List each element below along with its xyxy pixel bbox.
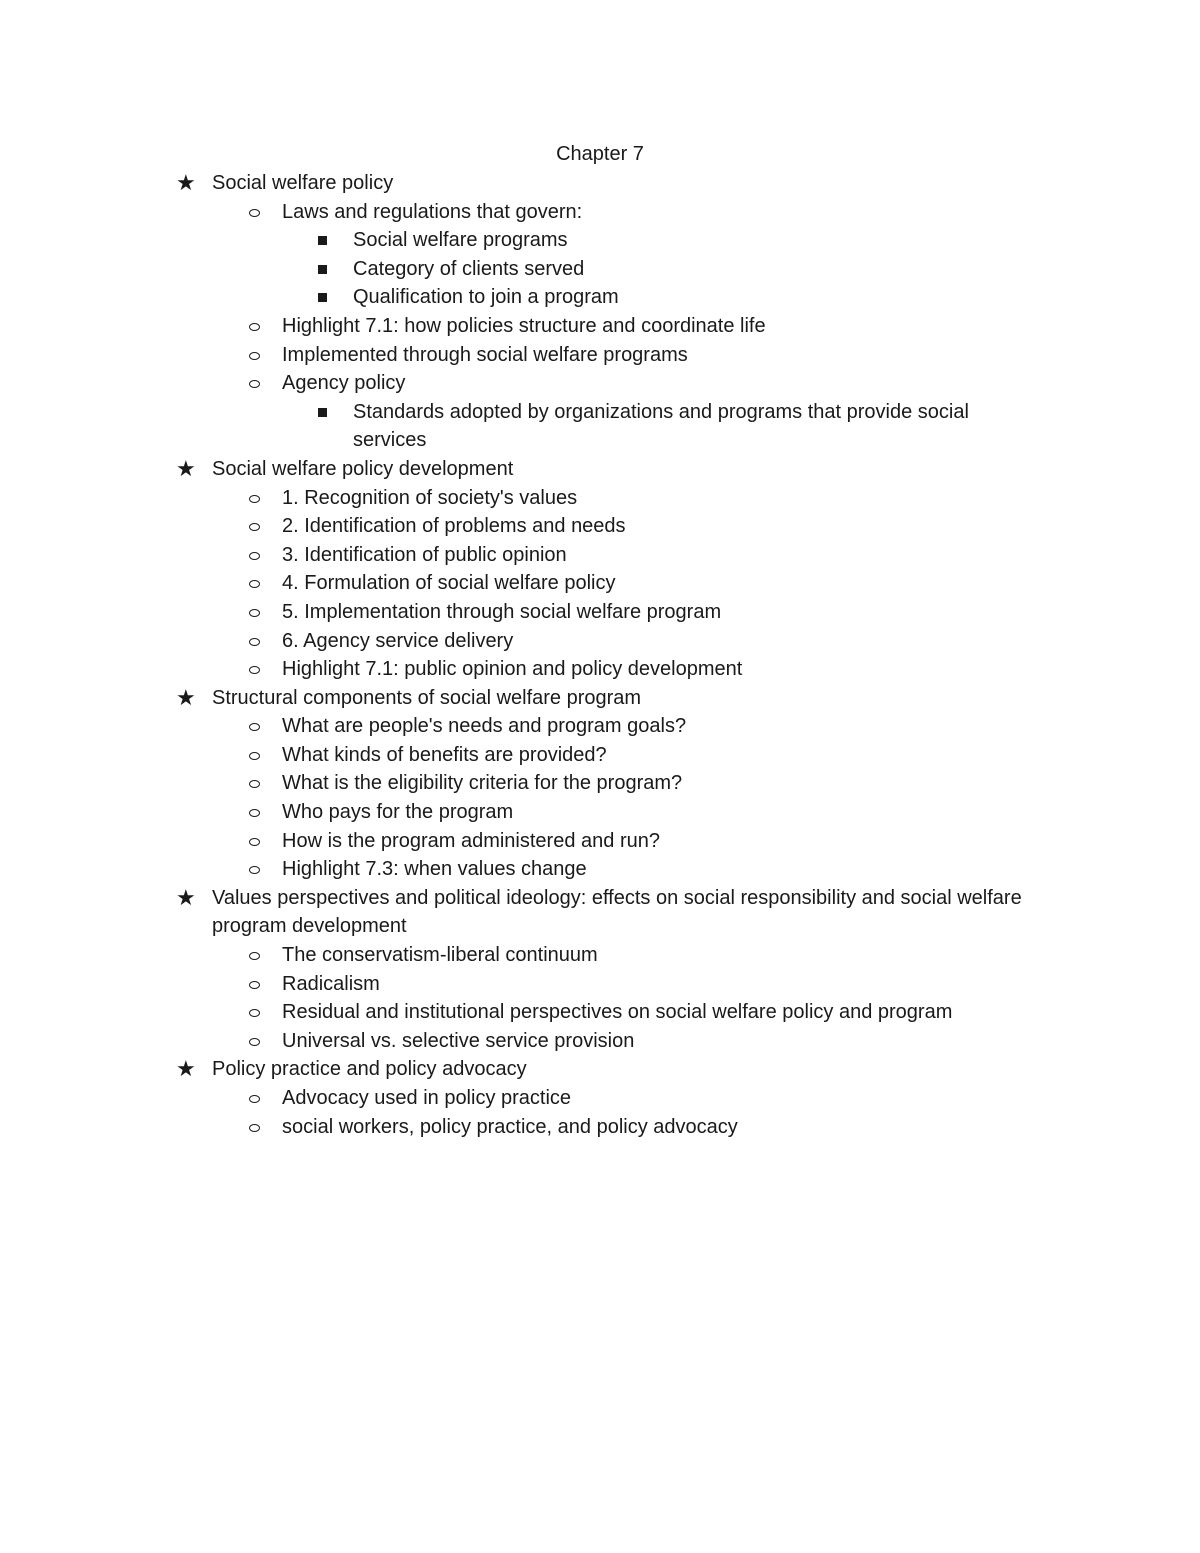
section-item bbox=[0, 1055, 1200, 1141]
list-item-text: How is the program administered and run? bbox=[282, 829, 660, 852]
list-item bbox=[0, 541, 1200, 570]
list-item-row bbox=[0, 598, 1024, 627]
nested-list bbox=[0, 226, 1200, 312]
hollow-circle-bullet-icon bbox=[249, 752, 260, 760]
nested-item bbox=[0, 398, 1200, 455]
hollow-circle-bullet-icon bbox=[249, 1095, 260, 1103]
list-item-text: 4. Formulation of social welfare policy bbox=[282, 572, 616, 595]
list-item-row bbox=[0, 998, 1024, 1027]
star-bullet-icon: ★ bbox=[176, 1056, 196, 1082]
star-bullet-icon: ★ bbox=[176, 455, 196, 481]
nested-item-row bbox=[0, 226, 1024, 255]
nested-list bbox=[0, 398, 1200, 455]
square-bullet-icon bbox=[318, 236, 327, 245]
list-item-text: 3. Identification of public opinion bbox=[282, 543, 567, 566]
list-item bbox=[0, 970, 1200, 999]
hollow-circle-bullet-icon bbox=[249, 523, 260, 531]
list-item bbox=[0, 198, 1200, 312]
nested-item-text: Standards adopted by organizations and programs that provide social services bbox=[353, 400, 969, 452]
sub-list bbox=[0, 941, 1200, 1055]
list-item bbox=[0, 312, 1200, 341]
star-bullet-icon: ★ bbox=[176, 884, 196, 910]
hollow-circle-bullet-icon bbox=[249, 1124, 260, 1132]
square-bullet-icon bbox=[318, 293, 327, 302]
section-heading: Values perspectives and political ideology: effects on social responsibility and social welfare program development bbox=[212, 886, 1022, 938]
sub-list bbox=[0, 1084, 1200, 1141]
list-item bbox=[0, 998, 1200, 1027]
list-item-text: Laws and regulations that govern: bbox=[282, 200, 583, 223]
list-item bbox=[0, 1027, 1200, 1056]
list-item-text: 2. Identification of problems and needs bbox=[282, 515, 626, 538]
section-item bbox=[0, 684, 1200, 884]
list-item-row bbox=[0, 741, 1024, 770]
nested-item-row bbox=[0, 283, 1024, 312]
hollow-circle-bullet-icon bbox=[249, 352, 260, 360]
list-item-row bbox=[0, 484, 1024, 513]
hollow-circle-bullet-icon bbox=[249, 1009, 260, 1017]
sub-list bbox=[0, 712, 1200, 884]
list-item-text: Highlight 7.1: how policies structure and coordinate life bbox=[282, 314, 766, 337]
hollow-circle-bullet-icon bbox=[249, 209, 260, 217]
list-item-row bbox=[0, 627, 1024, 656]
list-item-text: Residual and institutional perspectives on social welfare policy and program bbox=[282, 1001, 953, 1024]
hollow-circle-bullet-icon bbox=[249, 495, 260, 503]
section-heading: Structural components of social welfare program bbox=[212, 686, 642, 709]
list-item bbox=[0, 855, 1200, 884]
list-item bbox=[0, 769, 1200, 798]
outline-list bbox=[0, 169, 1200, 1141]
list-item-text: Radicalism bbox=[282, 972, 380, 995]
list-item bbox=[0, 512, 1200, 541]
nested-item bbox=[0, 283, 1200, 312]
list-item-row bbox=[0, 341, 1024, 370]
list-item-row bbox=[0, 369, 1024, 398]
list-item-row bbox=[0, 712, 1024, 741]
list-item-row bbox=[0, 655, 1024, 684]
list-item-text: 5. Implementation through social welfare program bbox=[282, 600, 722, 623]
list-item-row bbox=[0, 970, 1024, 999]
list-item-text: Highlight 7.1: public opinion and policy development bbox=[282, 658, 743, 681]
nested-item-row bbox=[0, 255, 1024, 284]
list-item bbox=[0, 484, 1200, 513]
list-item-text: social workers, policy practice, and policy advocacy bbox=[282, 1115, 738, 1138]
list-item bbox=[0, 798, 1200, 827]
list-item-text: Implemented through social welfare programs bbox=[282, 343, 688, 366]
list-item bbox=[0, 627, 1200, 656]
section-item bbox=[0, 884, 1200, 1056]
list-item-text: What is the eligibility criteria for the program? bbox=[282, 772, 683, 795]
list-item bbox=[0, 341, 1200, 370]
list-item-text: 6. Agency service delivery bbox=[282, 629, 514, 652]
list-item bbox=[0, 569, 1200, 598]
hollow-circle-bullet-icon bbox=[249, 952, 260, 960]
list-item bbox=[0, 1113, 1200, 1142]
hollow-circle-bullet-icon bbox=[249, 809, 260, 817]
list-item-row bbox=[0, 198, 1024, 227]
list-item bbox=[0, 598, 1200, 627]
list-item-text: What are people's needs and program goals? bbox=[282, 715, 687, 738]
hollow-circle-bullet-icon bbox=[249, 1038, 260, 1046]
hollow-circle-bullet-icon bbox=[249, 323, 260, 331]
hollow-circle-bullet-icon bbox=[249, 723, 260, 731]
list-item-row bbox=[0, 1113, 1024, 1142]
list-item-text: 1. Recognition of society's values bbox=[282, 486, 578, 509]
nested-item-row bbox=[0, 398, 1024, 455]
list-item-row bbox=[0, 855, 1024, 884]
hollow-circle-bullet-icon bbox=[249, 780, 260, 788]
list-item-text: What kinds of benefits are provided? bbox=[282, 743, 607, 766]
list-item-row bbox=[0, 769, 1024, 798]
sub-list bbox=[0, 198, 1200, 455]
list-item bbox=[0, 655, 1200, 684]
hollow-circle-bullet-icon bbox=[249, 609, 260, 617]
hollow-circle-bullet-icon bbox=[249, 638, 260, 646]
square-bullet-icon bbox=[318, 265, 327, 274]
page-title: Chapter 7 bbox=[556, 143, 644, 165]
list-item bbox=[0, 741, 1200, 770]
hollow-circle-bullet-icon bbox=[249, 380, 260, 388]
list-item-text: Universal vs. selective service provision bbox=[282, 1029, 635, 1052]
list-item-text: Agency policy bbox=[282, 372, 406, 395]
section-item bbox=[0, 169, 1200, 455]
list-item-text: Highlight 7.3: when values change bbox=[282, 858, 587, 881]
list-item-text: Who pays for the program bbox=[282, 801, 514, 824]
section-item bbox=[0, 455, 1200, 684]
list-item-text: The conservatism-liberal continuum bbox=[282, 944, 598, 967]
hollow-circle-bullet-icon bbox=[249, 838, 260, 846]
nested-item bbox=[0, 226, 1200, 255]
hollow-circle-bullet-icon bbox=[249, 666, 260, 674]
list-item-row bbox=[0, 798, 1024, 827]
section-row bbox=[0, 884, 1024, 941]
hollow-circle-bullet-icon bbox=[249, 981, 260, 989]
list-item-row bbox=[0, 827, 1024, 856]
square-bullet-icon bbox=[318, 408, 327, 417]
list-item bbox=[0, 369, 1200, 455]
section-row bbox=[0, 455, 1024, 484]
section-heading: Social welfare policy bbox=[212, 172, 394, 194]
star-bullet-icon: ★ bbox=[176, 684, 196, 710]
list-item-row bbox=[0, 941, 1024, 970]
nested-item bbox=[0, 255, 1200, 284]
list-item-row bbox=[0, 312, 1024, 341]
nested-item-text: Category of clients served bbox=[353, 257, 585, 280]
nested-item-text: Social welfare programs bbox=[353, 229, 568, 252]
nested-item-text: Qualification to join a program bbox=[353, 286, 619, 309]
hollow-circle-bullet-icon bbox=[249, 580, 260, 588]
list-item-row bbox=[0, 1027, 1024, 1056]
list-item bbox=[0, 827, 1200, 856]
section-heading: Policy practice and policy advocacy bbox=[212, 1058, 527, 1081]
list-item-row bbox=[0, 1084, 1024, 1113]
hollow-circle-bullet-icon bbox=[249, 552, 260, 560]
list-item bbox=[0, 1084, 1200, 1113]
section-row bbox=[0, 1055, 1024, 1084]
section-heading: Social welfare policy development bbox=[212, 457, 514, 480]
section-row bbox=[0, 684, 1024, 713]
list-item-row bbox=[0, 512, 1024, 541]
sub-list bbox=[0, 484, 1200, 684]
list-item bbox=[0, 941, 1200, 970]
star-bullet-icon: ★ bbox=[176, 170, 196, 195]
list-item-row bbox=[0, 541, 1024, 570]
list-item bbox=[0, 712, 1200, 741]
hollow-circle-bullet-icon bbox=[249, 866, 260, 874]
list-item-row bbox=[0, 569, 1024, 598]
list-item-text: Advocacy used in policy practice bbox=[282, 1087, 572, 1109]
section-row bbox=[0, 169, 1024, 198]
